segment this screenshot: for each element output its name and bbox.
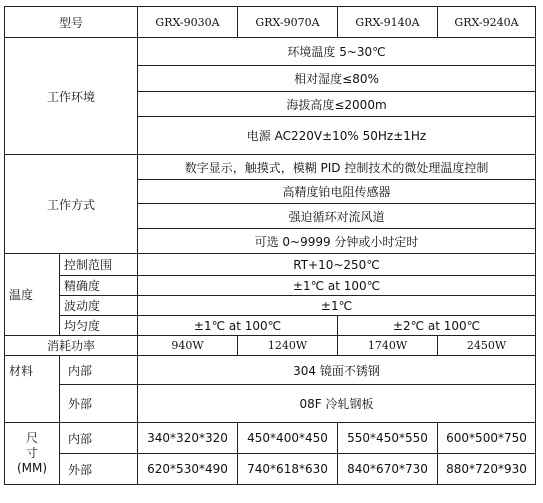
material-inner-label: 内部 <box>60 356 138 385</box>
work-mode-row <box>5 155 536 180</box>
size-outer-value: 620*530*490 <box>138 454 238 485</box>
work-env-item: 海拔高度≤2000m <box>138 92 536 117</box>
material-row <box>5 385 536 423</box>
temperature-value: ±1℃ at 100℃ <box>138 276 536 296</box>
size-outer-value: 840*670*730 <box>338 454 438 485</box>
size-inner-value: 450*400*450 <box>238 423 338 454</box>
header-row <box>5 7 536 38</box>
model-name: GRX-9140A <box>338 7 438 38</box>
temperature-sub-label: 精确度 <box>60 276 138 296</box>
temperature-sub-label: 均匀度 <box>60 316 138 336</box>
work-env-label: 工作环境 <box>5 38 138 155</box>
material-label: 材料 <box>5 356 60 423</box>
size-label-line: 寸 <box>25 446 38 460</box>
power-value: 2450W <box>438 336 536 356</box>
temperature-row <box>5 254 536 276</box>
work-mode-item: 高精度铂电阻传感器 <box>138 180 536 204</box>
size-outer-label: 外部 <box>60 454 138 485</box>
size-outer-value: 740*618*630 <box>238 454 338 485</box>
work-mode-item: 可选 0~9999 分钟或小时定时 <box>138 229 536 254</box>
temperature-value: RT+10~250℃ <box>138 254 536 276</box>
temperature-row <box>5 276 536 296</box>
model-name: GRX-9070A <box>238 7 338 38</box>
size-inner-value: 340*320*320 <box>138 423 238 454</box>
temperature-value: ±1℃ at 100℃ <box>138 316 338 336</box>
power-label: 消耗功率 <box>5 336 138 356</box>
work-env-item: 环境温度 5~30℃ <box>138 38 536 66</box>
model-header-label: 型号 <box>5 7 138 38</box>
temperature-value: ±2℃ at 100℃ <box>338 316 536 336</box>
size-inner-label: 内部 <box>60 423 138 454</box>
size-label-line: (MM) <box>16 461 48 475</box>
size-label-line: 尺 <box>25 431 38 445</box>
temperature-row <box>5 296 536 316</box>
work-env-row <box>5 38 536 66</box>
size-label <box>5 423 60 485</box>
size-outer-value: 880*720*930 <box>438 454 536 485</box>
temperature-sub-label: 控制范围 <box>60 254 138 276</box>
power-row <box>5 336 536 356</box>
power-value: 1240W <box>238 336 338 356</box>
power-value: 1740W <box>338 336 438 356</box>
temperature-row <box>5 316 536 336</box>
temperature-label: 温度 <box>5 254 60 336</box>
spec-table <box>4 6 536 485</box>
model-name: GRX-9030A <box>138 7 238 38</box>
size-inner-value: 600*500*750 <box>438 423 536 454</box>
work-env-item: 电源 AC220V±10% 50Hz±1Hz <box>138 117 536 155</box>
material-outer-label: 外部 <box>60 385 138 423</box>
size-inner-value: 550*450*550 <box>338 423 438 454</box>
model-name: GRX-9240A <box>438 7 536 38</box>
material-outer-value: 08F 冷轧钢板 <box>138 385 536 423</box>
work-mode-item: 数字显示，触摸式，模糊 PID 控制技术的微处理温度控制 <box>138 155 536 180</box>
work-mode-label: 工作方式 <box>5 155 138 254</box>
work-env-item: 相对湿度≤80% <box>138 66 536 92</box>
work-mode-item: 强迫循环对流风道 <box>138 204 536 229</box>
size-row <box>5 423 536 454</box>
temperature-value: ±1℃ <box>138 296 536 316</box>
temperature-sub-label: 波动度 <box>60 296 138 316</box>
material-row <box>5 356 536 385</box>
size-row <box>5 454 536 485</box>
material-inner-value: 304 镜面不锈钢 <box>138 356 536 385</box>
power-value: 940W <box>138 336 238 356</box>
